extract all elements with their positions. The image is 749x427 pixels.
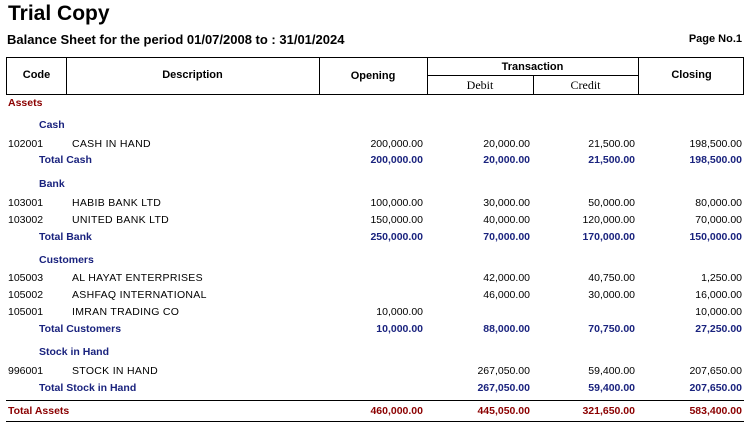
debit-value: 445,050.00 bbox=[477, 405, 530, 417]
credit-value: 30,000.00 bbox=[588, 289, 635, 301]
group-total-row bbox=[0, 154, 749, 169]
account-code: 105003 bbox=[8, 272, 44, 284]
header-closing: Closing bbox=[671, 69, 712, 81]
total-label: Total Customers bbox=[39, 323, 122, 335]
account-description: CASH IN HAND bbox=[72, 138, 151, 150]
section-label: Assets bbox=[8, 97, 43, 109]
table-row bbox=[0, 214, 749, 229]
debit-value: 20,000.00 bbox=[483, 138, 530, 150]
closing-value: 27,250.00 bbox=[695, 323, 742, 335]
closing-value: 207,650.00 bbox=[689, 365, 742, 377]
total-bottom-rule bbox=[6, 421, 744, 422]
account-code: 103001 bbox=[8, 197, 44, 209]
debit-value: 267,050.00 bbox=[477, 365, 530, 377]
group-total-row bbox=[0, 323, 749, 338]
table-row bbox=[0, 289, 749, 304]
report-title: Trial Copy bbox=[8, 2, 110, 25]
header-divider bbox=[427, 75, 638, 76]
opening-value: 10,000.00 bbox=[376, 323, 423, 335]
total-label: Total Bank bbox=[39, 231, 92, 243]
total-label: Total Stock in Hand bbox=[39, 382, 137, 394]
table-row bbox=[0, 306, 749, 321]
account-description: UNITED BANK LTD bbox=[72, 214, 170, 226]
opening-value: 200,000.00 bbox=[370, 154, 423, 166]
group-total-row bbox=[0, 231, 749, 246]
account-code: 103002 bbox=[8, 214, 44, 226]
group-total-row bbox=[0, 382, 749, 397]
closing-value: 198,500.00 bbox=[689, 138, 742, 150]
total-label: Total Assets bbox=[8, 405, 70, 417]
opening-value: 200,000.00 bbox=[370, 138, 423, 150]
account-description: HABIB BANK LTD bbox=[72, 197, 162, 209]
table-row bbox=[0, 365, 749, 380]
closing-value: 150,000.00 bbox=[689, 231, 742, 243]
credit-value: 70,750.00 bbox=[588, 323, 635, 335]
opening-value: 250,000.00 bbox=[370, 231, 423, 243]
total-label: Total Cash bbox=[39, 154, 92, 166]
header-opening: Opening bbox=[350, 70, 396, 82]
closing-value: 1,250.00 bbox=[701, 272, 742, 284]
account-code: 105001 bbox=[8, 306, 44, 318]
account-description: IMRAN TRADING CO bbox=[72, 306, 180, 318]
credit-value: 21,500.00 bbox=[588, 154, 635, 166]
closing-value: 10,000.00 bbox=[695, 306, 742, 318]
group-label: Cash bbox=[39, 119, 65, 131]
group-row bbox=[0, 346, 749, 361]
credit-value: 50,000.00 bbox=[588, 197, 635, 209]
report-subtitle: Balance Sheet for the period 01/07/2008 to : 31/01/2024 bbox=[7, 32, 345, 47]
account-code: 102001 bbox=[8, 138, 44, 150]
group-label: Customers bbox=[39, 254, 94, 266]
header-code: Code bbox=[22, 69, 51, 81]
group-label: Bank bbox=[39, 178, 65, 190]
account-description: AL HAYAT ENTERPRISES bbox=[72, 272, 203, 284]
table-header bbox=[6, 57, 744, 95]
opening-value: 150,000.00 bbox=[370, 214, 423, 226]
credit-value: 21,500.00 bbox=[588, 138, 635, 150]
table-row bbox=[0, 197, 749, 212]
closing-value: 198,500.00 bbox=[689, 154, 742, 166]
debit-value: 267,050.00 bbox=[477, 382, 530, 394]
page-number: Page No.1 bbox=[688, 33, 742, 45]
closing-value: 16,000.00 bbox=[695, 289, 742, 301]
section-total-row bbox=[0, 405, 749, 420]
closing-value: 80,000.00 bbox=[695, 197, 742, 209]
credit-value: 59,400.00 bbox=[588, 382, 635, 394]
debit-value: 46,000.00 bbox=[483, 289, 530, 301]
group-row bbox=[0, 178, 749, 193]
closing-value: 583,400.00 bbox=[689, 405, 742, 417]
group-row bbox=[0, 119, 749, 134]
table-row bbox=[0, 272, 749, 287]
table-row bbox=[0, 138, 749, 153]
credit-value: 170,000.00 bbox=[582, 231, 635, 243]
group-label: Stock in Hand bbox=[39, 346, 110, 358]
account-description: STOCK IN HAND bbox=[72, 365, 158, 377]
debit-value: 42,000.00 bbox=[483, 272, 530, 284]
debit-value: 70,000.00 bbox=[483, 231, 530, 243]
debit-value: 88,000.00 bbox=[483, 323, 530, 335]
opening-value: 460,000.00 bbox=[370, 405, 423, 417]
total-top-rule bbox=[6, 400, 744, 401]
debit-value: 30,000.00 bbox=[483, 197, 530, 209]
credit-value: 321,650.00 bbox=[582, 405, 635, 417]
header-debit: Debit bbox=[466, 78, 494, 92]
opening-value: 10,000.00 bbox=[376, 306, 423, 318]
credit-value: 120,000.00 bbox=[582, 214, 635, 226]
debit-value: 20,000.00 bbox=[483, 154, 530, 166]
header-credit: Credit bbox=[570, 78, 601, 92]
credit-value: 59,400.00 bbox=[588, 365, 635, 377]
account-code: 105002 bbox=[8, 289, 44, 301]
section-row bbox=[0, 97, 749, 112]
account-description: ASHFAQ INTERNATIONAL bbox=[72, 289, 207, 301]
header-transaction: Transaction bbox=[501, 61, 564, 73]
closing-value: 70,000.00 bbox=[695, 214, 742, 226]
debit-value: 40,000.00 bbox=[483, 214, 530, 226]
opening-value: 100,000.00 bbox=[370, 197, 423, 209]
header-description: Description bbox=[162, 69, 223, 81]
group-row bbox=[0, 254, 749, 269]
closing-value: 207,650.00 bbox=[689, 382, 742, 394]
credit-value: 40,750.00 bbox=[588, 272, 635, 284]
account-code: 996001 bbox=[8, 365, 44, 377]
